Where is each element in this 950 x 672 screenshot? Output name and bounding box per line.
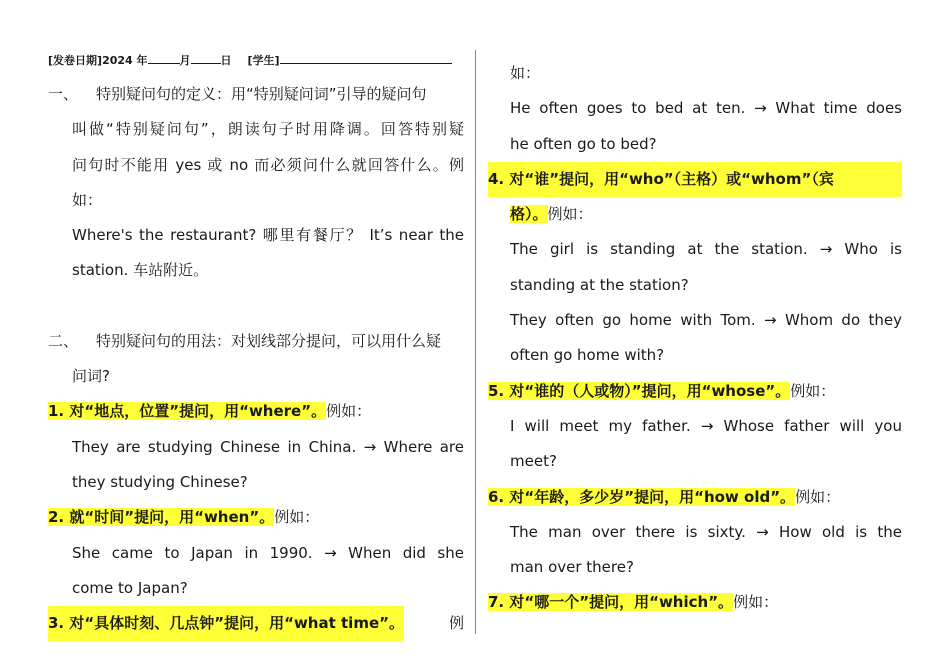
issue-date-label: [发卷日期] [48,54,103,67]
item-1-highlight: 对“地点，位置”提问，用“where”。 [69,402,327,421]
item-2-number: 2. [48,508,65,527]
item-3-example-a: He often goes to bed at ten. → What time does [510,99,902,118]
item-4-rule-cont [488,197,902,232]
item-4-rule [488,162,902,197]
item-7-rule [488,585,902,620]
day-text: 日 [220,54,232,67]
item-4-example-1a: The girl is standing at the station. → Who is [510,240,902,259]
item-1-rule [48,394,464,429]
item-3-continuation: 如： [510,64,541,82]
item-3-highlight: 对“具体时刻、几点钟”提问，用“what time”。 [69,614,404,633]
item-1-example-a: They are studying Chinese in China. → Where are [72,437,464,456]
item-7-number: 7. [488,593,505,612]
item-1-tail: 例如： [326,402,372,421]
item-4-highlight-b: 格）。 [510,205,548,224]
section-1-number: 一、 [48,85,79,103]
item-1-example-b: they studying Chinese? [72,472,248,491]
item-6-highlight: 对“年龄，多少岁”提问，用“how old”。 [509,487,796,506]
item-6-number: 6. [488,487,505,506]
item-5-example-b: meet? [510,452,557,471]
section-2-line-2: 问词? [72,367,110,386]
section-1-line-1: 特别疑问句的定义：用“特别疑问词”引导的疑问句 [96,85,427,103]
item-5-highlight: 对“谁的（人或物）”提问，用“whose”。 [509,381,791,400]
item-5-tail: 例如： [790,381,836,400]
item-2-example-b: come to Japan? [72,578,188,597]
column-divider [475,50,476,634]
item-3-rule [48,606,464,641]
item-2-example-a: She came to Japan in 1990. → When did she [72,543,464,562]
item-3-tail: 例 [448,614,464,633]
right-column [488,56,902,621]
section-1-line-4: 如： [72,190,103,209]
left-column [48,52,464,641]
item-2-rule [48,500,464,535]
item-4-example-2b: often go home with? [510,346,665,365]
item-2-highlight: 就“时间”提问，用“when”。 [69,508,275,527]
student-blank [280,52,452,64]
section-1-definition [48,77,464,112]
item-4-example-1b: standing at the station? [510,275,689,294]
month-blank [148,52,180,64]
section-1-line-2: 叫做“特别疑问句”，朗读句子时用降调。回答特别疑 [72,120,464,139]
item-4-highlight-a: 对“谁”提问，用“who”（主格）或“whom”（宾 [509,169,834,188]
year-text: 2024 年 [102,54,148,67]
item-5-number: 5. [488,381,505,400]
section-1-example-a: Where's the restaurant? 哪里有餐厅？ It’s near the [72,226,464,245]
item-2-tail: 例如： [274,508,320,527]
section-1-example-b: station. 车站附近。 [72,261,209,280]
item-1-number: 1. [48,402,65,421]
month-text: 月 [179,54,191,67]
item-7-highlight: 对“哪一个”提问，用“which”。 [509,593,734,612]
item-6-example-b: man over there? [510,558,634,577]
item-3-number: 3. [48,614,65,633]
section-2-usage [48,324,464,359]
item-6-rule [488,480,902,515]
item-4-number: 4. [488,169,505,188]
item-3-example-b: he often go to bed? [510,134,657,153]
section-1-line-3: 问句时不能用 yes 或 no 而必须问什么就回答什么。例 [72,155,464,174]
item-5-rule [488,374,902,409]
item-6-example-a: The man over there is sixty. → How old is the [510,522,902,541]
item-4-example-2a: They often go home with Tom. → Whom do they [510,311,902,330]
day-blank [191,52,221,64]
section-2-line-1: 特别疑问句的用法：对划线部分提问，可以用什么疑 [96,331,442,350]
section-2-number: 二、 [48,331,79,350]
item-4-tail: 例如： [547,205,593,224]
student-label: [学生] [247,54,280,67]
document-header [48,52,464,69]
item-6-tail: 例如： [795,487,841,506]
item-5-example-a: I will meet my father. → Whose father will you [510,416,902,435]
item-7-tail: 例如： [733,593,779,612]
